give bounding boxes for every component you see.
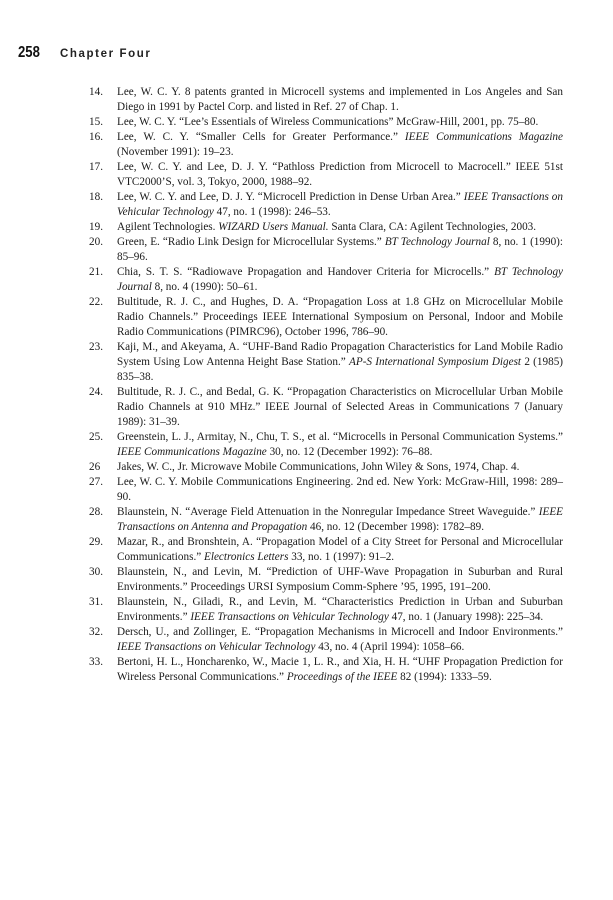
reference-citation: Jakes, W. C., Jr. Microwave Mobile Communications, John Wiley & Sons, 1974, Chap. 4. (117, 461, 520, 473)
reference-number: 30. (89, 566, 103, 578)
reference-text (117, 160, 563, 190)
reference-item (89, 115, 563, 130)
reference-item (89, 475, 563, 505)
reference-number: 24. (89, 386, 103, 398)
reference-number: 32. (89, 626, 103, 638)
reference-details: 8, no. 1 (1990): 85–96. (117, 236, 564, 263)
reference-citation: Green, E. “Radio Link Design for Microcellular Systems.” (117, 236, 385, 248)
reference-details: 2 (1985) 835–38. (117, 356, 564, 383)
reference-number: 17. (89, 161, 103, 173)
reference-citation: Chia, S. T. S. “Radiowave Propagation and Handover Criteria for Microcells.” (117, 266, 495, 278)
reference-source-title: IEEE Communications Magazine (117, 446, 267, 458)
reference-item (89, 535, 563, 565)
reference-text (117, 505, 563, 535)
reference-details: 47, no. 1 (1998): 246–53. (213, 206, 331, 218)
reference-details: 33, no. 1 (1997): 91–2. (288, 551, 395, 563)
reference-citation: Lee, W. C. Y. 8 patents granted in Microcell systems and implemented in Los Angeles and San Diego in 1991 by Pactel Corp. and listed in Ref. 27 of Chap. 1. (117, 86, 563, 113)
reference-number: 18. (89, 191, 103, 203)
reference-source-title: BT Technology Journal (117, 266, 563, 293)
reference-details: 47, no. 1 (January 1998): 225–34. (388, 611, 544, 623)
reference-source-title: IEEE Transactions on Vehicular Technology (117, 641, 316, 653)
reference-citation: Kaji, M., and Akeyama, A. “UHF-Band Radio Propagation Characteristics for Land Mobile Radio System Using Low Antenna Height Base Station.” (117, 341, 563, 368)
reference-number: 19. (89, 221, 103, 233)
reference-text (117, 340, 563, 385)
reference-text (117, 625, 563, 655)
page-number: 258 (18, 44, 40, 61)
reference-citation: Mazar, R., and Bronshtein, A. “Propagation Model of a City Street for Personal and Microcellular Communications.” (117, 536, 563, 563)
reference-number: 20. (89, 236, 103, 248)
reference-citation: Lee, W. C. Y. Mobile Communications Engineering. 2nd ed. New York: McGraw-Hill, 1998: 289–90. (117, 476, 563, 503)
reference-citation: Agilent Technologies. (117, 221, 219, 233)
reference-item (89, 130, 563, 160)
reference-text (117, 475, 563, 505)
reference-citation: Bultitude, R. J. C., and Hughes, D. A. “Propagation Loss at 1.8 GHz on Microcellular Mobile Radio Channels.” Proceedings IEEE International Symposium on Personal, Indoor and Mobile Radio Communications (PIMRC96), October 1996, 786–90. (117, 296, 563, 338)
reference-source-title: BT Technology Journal (384, 236, 490, 248)
reference-details: 82 (1994): 1333–59. (397, 671, 492, 683)
reference-number: 14. (89, 86, 103, 98)
reference-citation: Bultitude, R. J. C., and Bedal, G. K. “Propagation Characteristics on Microcellular Urban Mobile Radio Channels at 910 MHz.” IEEE Journal of Selected Areas in Communications 7 (January 1989): 31–39. (117, 386, 563, 428)
reference-citation: Lee, W. C. Y. and Lee, D. J. Y. “Pathloss Prediction from Microcell to Macrocell.” IEEE 51st VTC2000’S, vol. 3, Tokyo, 2000, 1988–92. (117, 161, 563, 188)
reference-item (89, 340, 563, 385)
reference-item (89, 235, 563, 265)
reference-number: 23. (89, 341, 103, 353)
reference-number: 31. (89, 596, 103, 608)
reference-text (117, 385, 563, 430)
reference-text (117, 565, 563, 595)
reference-details: 43, no. 4 (April 1994): 1058–66. (315, 641, 465, 653)
reference-number: 22. (89, 296, 103, 308)
reference-number: 15. (89, 116, 103, 128)
reference-citation: Lee, W. C. Y. and Lee, D. J. Y. “Microcell Prediction in Dense Urban Area.” (117, 191, 464, 203)
reference-citation: Blaunstein, N., Giladi, R., and Levin, M. “Characteristics Prediction in Urban and Suburban Environments.” (117, 596, 563, 623)
reference-number: 26 (89, 461, 101, 473)
reference-details: Santa Clara, CA: Agilent Technologies, 2003. (328, 221, 537, 233)
reference-item (89, 220, 563, 235)
reference-citation: Lee, W. C. Y. “Smaller Cells for Greater Performance.” (117, 131, 405, 143)
reference-number: 25. (89, 431, 103, 443)
chapter-title: Chapter Four (60, 48, 152, 60)
reference-item (89, 385, 563, 430)
reference-citation: Bertoni, H. L., Honcharenko, W., Macie 1, L. R., and Xia, H. H. “UHF Propagation Prediction for Wireless Personal Communications.” (117, 656, 563, 683)
reference-number: 29. (89, 536, 103, 548)
reference-citation: Dersch, U., and Zollinger, E. “Propagation Mechanisms in Microcell and Indoor Environments.” (117, 626, 563, 638)
reference-text (117, 535, 563, 565)
reference-item (89, 460, 563, 475)
reference-item (89, 190, 563, 220)
reference-text (117, 595, 563, 625)
reference-number: 33. (89, 656, 103, 668)
reference-citation: Lee, W. C. Y. “Lee’s Essentials of Wireless Communications” McGraw-Hill, 2001, pp. 75–80. (117, 116, 539, 128)
reference-source-title: IEEE Transactions on Vehicular Technology (117, 191, 563, 218)
reference-list (89, 85, 563, 685)
reference-item (89, 565, 563, 595)
reference-text (117, 655, 563, 685)
page-header (18, 44, 151, 62)
reference-item (89, 295, 563, 340)
reference-text (117, 220, 563, 235)
reference-number: 21. (89, 266, 103, 278)
reference-source-title: IEEE Transactions on Vehicular Technology (190, 611, 389, 623)
reference-item (89, 655, 563, 685)
reference-source-title: Proceedings of the IEEE (286, 671, 398, 683)
reference-citation: Blaunstein, N. “Average Field Attenuation in the Nonregular Impedance Street Waveguide.” (117, 506, 539, 518)
reference-source-title: WIZARD Users Manual. (218, 221, 329, 233)
reference-details: 46, no. 12 (December 1998): 1782–89. (307, 521, 484, 533)
reference-source-title: IEEE Communications Magazine (404, 131, 563, 143)
reference-text (117, 115, 563, 130)
reference-details: 8, no. 4 (1990): 50–61. (151, 281, 258, 293)
reference-text (117, 85, 563, 115)
reference-text (117, 265, 563, 295)
reference-item (89, 265, 563, 295)
reference-citation: Greenstein, L. J., Armitay, N., Chu, T. S., et al. “Microcells in Personal Communication Systems.” (117, 431, 563, 443)
reference-details: (November 1991): 19–23. (117, 146, 234, 158)
reference-citation: Blaunstein, N., and Levin, M. “Prediction of UHF-Wave Propagation in Suburban and Rural Environments.” Proceedings URSI Symposium Comm-Sphere ’95, 1995, 191–200. (117, 566, 563, 593)
reference-item (89, 85, 563, 115)
reference-item (89, 160, 563, 190)
reference-item (89, 595, 563, 625)
reference-source-title: AP-S International Symposium Digest (349, 356, 522, 368)
reference-number: 16. (89, 131, 103, 143)
reference-source-title: Electronics Letters (204, 551, 289, 563)
reference-text (117, 190, 563, 220)
reference-details: 30, no. 12 (December 1992): 76–88. (266, 446, 433, 458)
reference-item (89, 430, 563, 460)
reference-text (117, 235, 563, 265)
reference-item (89, 505, 563, 535)
reference-text (117, 295, 563, 340)
reference-number: 28. (89, 506, 103, 518)
reference-text (117, 130, 563, 160)
reference-item (89, 625, 563, 655)
reference-number: 27. (89, 476, 103, 488)
reference-text (117, 430, 563, 460)
reference-source-title: IEEE Transactions on Antenna and Propagation (117, 506, 563, 533)
reference-text (117, 460, 563, 475)
